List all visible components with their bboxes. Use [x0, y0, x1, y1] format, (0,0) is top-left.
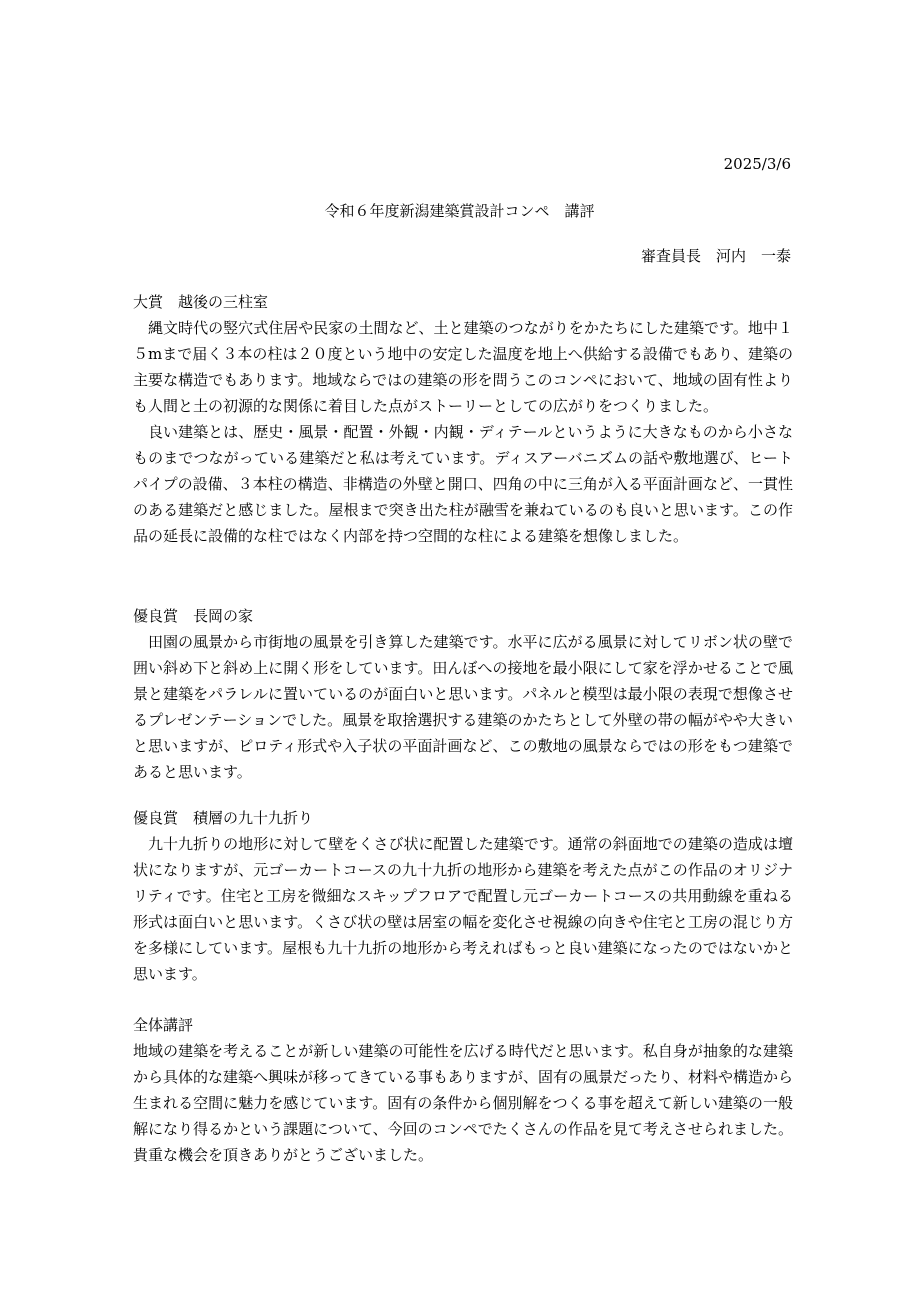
section-overall-review — [133, 1012, 793, 1168]
author-line: 審査員長 河内 一泰 — [640, 247, 791, 265]
section-heading: 優良賞 積層の九十九折り — [133, 809, 314, 827]
section-paragraph: 九十九折りの地形に対して壁をくさび状に配置した建築です。通常の斜面地での建築の造成は壇状になりますが、元ゴーカートコースの九十九折の地形から建築を考えた点がこの作品のオリジナリティです。住宅と工房を微細なスキップフロアで配置し元ゴーカートコースの共用動線を重ねる形式は面白いと思います。くさび状の壁は居室の幅を変化させ視線の向きや住宅と工房の混じり方を多様にしています。屋根も九十九折の地形から考えればもっと良い建築になったのではないかと思います。 — [133, 835, 793, 983]
document-date: 2025/3/6 — [723, 155, 791, 173]
section-heading: 優良賞 長岡の家 — [133, 607, 254, 625]
section-paragraph: 良い建築とは、歴史・風景・配置・外観・内観・ディテールというように大きなものから小さなものまでつながっている建築だと私は考えています。ディスアーバニズムの話や敷地選び、ヒートパイプの設備、３本柱の構造、非構造の外壁と開口、四角の中に三角が入る平面計画など、一貫性のある建築だと感じました。屋根まで突き出た柱が融雪を兼ねているのも良いと思います。この作品の延長に設備的な柱ではなく内部を持つ空間的な柱による建築を想像しました。 — [133, 423, 793, 545]
section-merit-award-tsuzura — [133, 805, 793, 987]
section-paragraph: 田園の風景から市街地の風景を引き算した建築です。水平に広がる風景に対してリボン状の壁で囲い斜め下と斜め上に開く形をしています。田んぼへの接地を最小限にして家を浮かせることで風景と建築をパラレルに置いているのが面白いと思います。パネルと模型は最小限の表現で想像させるプレゼンテーションでした。風景を取捨選択する建築のかたちとして外壁の帯の幅がやや大きいと思いますが、ピロティ形式や入子状の平面計画など、この敷地の風景ならではの形をもつ建築であると思います。 — [133, 633, 793, 781]
section-paragraph: 地域の建築を考えることが新しい建築の可能性を広げる時代だと思います。私自身が抽象的な建築から具体的な建築へ興味が移ってきている事もありますが、固有の風景だったり、材料や構造から生まれる空間に魅力を感じています。固有の条件から個別解をつくる事を超えて新しい建築の一般解になり得るかという課題について、今回のコンペでたくさんの作品を見て考えさせられました。貴重な機会を頂きありがとうございました。 — [133, 1042, 794, 1164]
document-title: 令和６年度新潟建築賞設計コンペ 講評 — [324, 202, 595, 220]
section-merit-award-nagaoka — [133, 603, 793, 785]
section-grand-prize — [133, 289, 793, 549]
section-heading: 大賞 越後の三柱室 — [133, 293, 269, 311]
section-heading: 全体講評 — [133, 1016, 194, 1034]
section-paragraph: 縄文時代の竪穴式住居や民家の土間など、土と建築のつながりをかたちにした建築です。地中１５mまで届く３本の柱は２０度という地中の安定した温度を地上へ供給する設備でもあり、建築の主要な構造でもあります。地域ならではの建築の形を問うこのコンペにおいて、地域の固有性よりも人間と土の初源的な関係に着目した点がストーリーとしての広がりをつくりました。 — [133, 319, 793, 415]
